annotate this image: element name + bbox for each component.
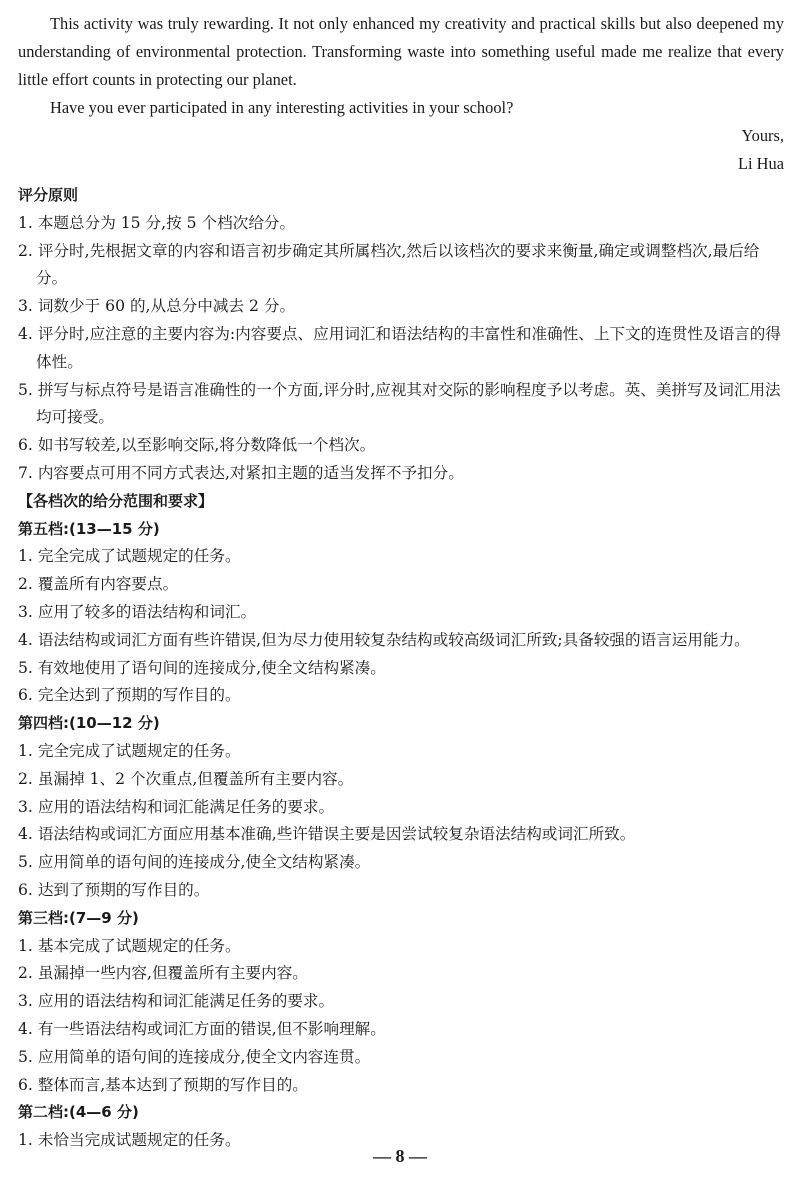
- level3-item: 2. 虽漏掉一些内容,但覆盖所有主要内容。: [18, 964, 308, 983]
- letter-signature: Li Hua: [738, 154, 784, 173]
- level5-item: 2. 覆盖所有内容要点。: [18, 575, 179, 594]
- level4-title: 第四档:(10—12 分): [18, 714, 160, 733]
- page-number: — 8 —: [373, 1146, 427, 1166]
- level5-item: 3. 应用了较多的语法结构和词汇。: [18, 602, 257, 621]
- level4-item: 5. 应用简单的语句间的连接成分,使全文结构紧凑。: [18, 853, 371, 872]
- level5-item: 4. 语法结构或词汇方面有些许错误,但为尽力使用较复杂结构或较高级词汇所致;具备较强的语言运用能力。: [18, 630, 750, 649]
- level4-item: 4. 语法结构或词汇方面应用基本准确,些许错误主要是因尝试较复杂语法结构或词汇所致。: [18, 825, 636, 844]
- levels-heading: 【各档次的给分范围和要求】: [18, 491, 214, 510]
- principle-item: 6. 如书写较差,以至影响交际,将分数降低一个档次。: [18, 436, 376, 455]
- level3-item: 5. 应用简单的语句间的连接成分,使全文内容连贯。: [18, 1047, 371, 1066]
- level4-item: 3. 应用的语法结构和词汇能满足任务的要求。: [18, 797, 335, 816]
- level5-item: 6. 完全达到了预期的写作目的。: [18, 686, 241, 705]
- level4-item: 2. 虽漏掉 1、2 个次重点,但覆盖所有主要内容。: [18, 769, 354, 788]
- level5-item: 1. 完全完成了试题规定的任务。: [18, 547, 241, 566]
- principle-item: 3. 词数少于 60 的,从总分中减去 2 分。: [18, 297, 296, 316]
- level2-title: 第二档:(4—6 分): [18, 1103, 139, 1122]
- principle-item: 4. 评分时,应注意的主要内容为:内容要点、应用词汇和语法结构的丰富性和准确性、上下文的连贯性及语言的得体性。: [18, 324, 781, 371]
- principles-heading: 评分原则: [18, 186, 79, 204]
- level3-title: 第三档:(7—9 分): [18, 908, 139, 927]
- letter-paragraph-2: Have you ever participated in any interesting activities in your school?: [50, 98, 514, 117]
- principle-item: 2. 评分时,先根据文章的内容和语言初步确定其所属档次,然后以该档次的要求来衡量,确定或调整档次,最后给分。: [18, 241, 760, 288]
- level5-item: 5. 有效地使用了语句间的连接成分,使全文结构紧凑。: [18, 658, 386, 677]
- letter-paragraph-1: This activity was truly rewarding. It not only enhanced my creativity and practical skills but also deepened my understanding of environmental protection. Transforming waste into something useful made me realize that every little effort counts in protecting our planet.: [18, 14, 784, 89]
- principle-item: 1. 本题总分为 15 分,按 5 个档次给分。: [18, 213, 296, 232]
- level3-item: 3. 应用的语法结构和词汇能满足任务的要求。: [18, 992, 335, 1011]
- level3-item: 1. 基本完成了试题规定的任务。: [18, 936, 241, 955]
- level4-item: 1. 完全完成了试题规定的任务。: [18, 741, 241, 760]
- level4-item: 6. 达到了预期的写作目的。: [18, 880, 210, 899]
- level5-title: 第五档:(13—15 分): [18, 519, 160, 538]
- principle-item: 5. 拼写与标点符号是语言准确性的一个方面,评分时,应视其对交际的影响程度予以考虑。英、美拼写及词汇用法均可接受。: [18, 380, 781, 427]
- principle-item: 7. 内容要点可用不同方式表达,对紧扣主题的适当发挥不予扣分。: [18, 463, 464, 482]
- level3-item: 6. 整体而言,基本达到了预期的写作目的。: [18, 1075, 308, 1094]
- level2-item: 1. 未恰当完成试题规定的任务。: [18, 1131, 241, 1150]
- letter-closing: Yours,: [741, 126, 784, 145]
- level3-item: 4. 有一些语法结构或词汇方面的错误,但不影响理解。: [18, 1019, 386, 1038]
